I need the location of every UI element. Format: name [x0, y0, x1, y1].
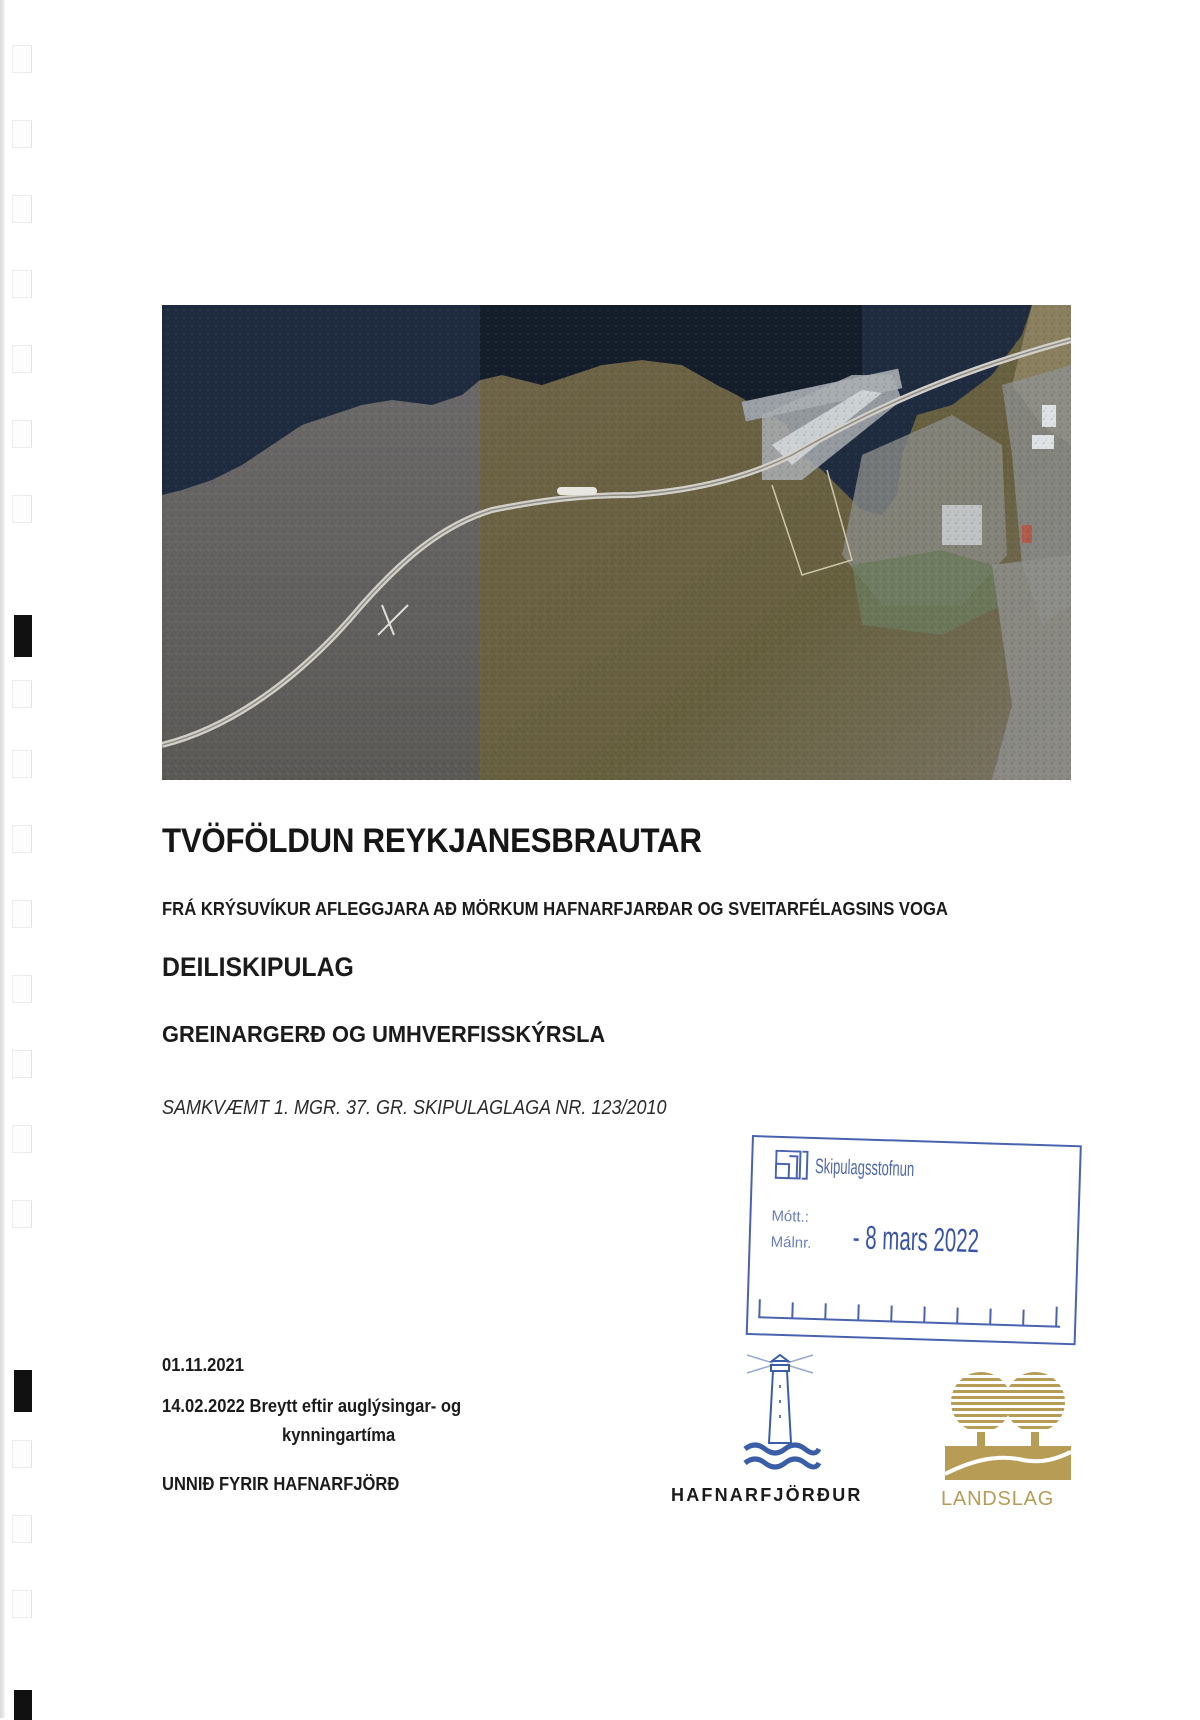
received-stamp	[746, 1135, 1082, 1345]
landslag-trees-logo-icon	[943, 1370, 1073, 1485]
document-title: TVÖFÖLDUN REYKJANESBRAUTAR	[162, 822, 702, 860]
legal-basis: SAMKVÆMT 1. MGR. 37. GR. SKIPULAGLAGA NR. 123/2010	[162, 1097, 667, 1119]
hafnarfjordur-logo-label: HAFNARFJÖRÐUR	[671, 1485, 863, 1505]
document-subtitle: FRÁ KRÝSUVÍKUR AFLEGGJARA AÐ MÖRKUM HAFNARFJARÐAR OG SVEITARFÉLAGSINS VOGA	[162, 898, 948, 919]
stamp-received-label: Mótt.:	[771, 1207, 810, 1226]
stamp-received-date: - 8 mars 2022	[852, 1218, 980, 1260]
revision-date: 14.02.2022 Breytt eftir auglýsingar- og	[162, 1396, 462, 1416]
scan-edge	[0, 0, 5, 1718]
skipulagsstofnun-logo-icon	[775, 1150, 810, 1181]
stamp-organization: Skipulagsstofnun	[814, 1155, 915, 1182]
original-date: 01.11.2021	[162, 1355, 244, 1375]
lighthouse-logo-icon	[735, 1345, 825, 1475]
prepared-for: UNNIÐ FYRIR HAFNARFJÖRÐ	[162, 1474, 400, 1494]
landslag-logo-label: LANDSLAG	[941, 1488, 1055, 1510]
report-type-heading: GREINARGERÐ OG UMHVERFISSKÝRSLA	[162, 1021, 606, 1047]
plan-type-heading: DEILISKIPULAG	[162, 952, 354, 982]
revision-date-continued: kynningartíma	[282, 1425, 396, 1445]
stamp-case-label: Málnr.	[770, 1233, 812, 1252]
cover-aerial-image	[162, 305, 1071, 780]
stamp-ruler	[756, 1293, 1065, 1329]
